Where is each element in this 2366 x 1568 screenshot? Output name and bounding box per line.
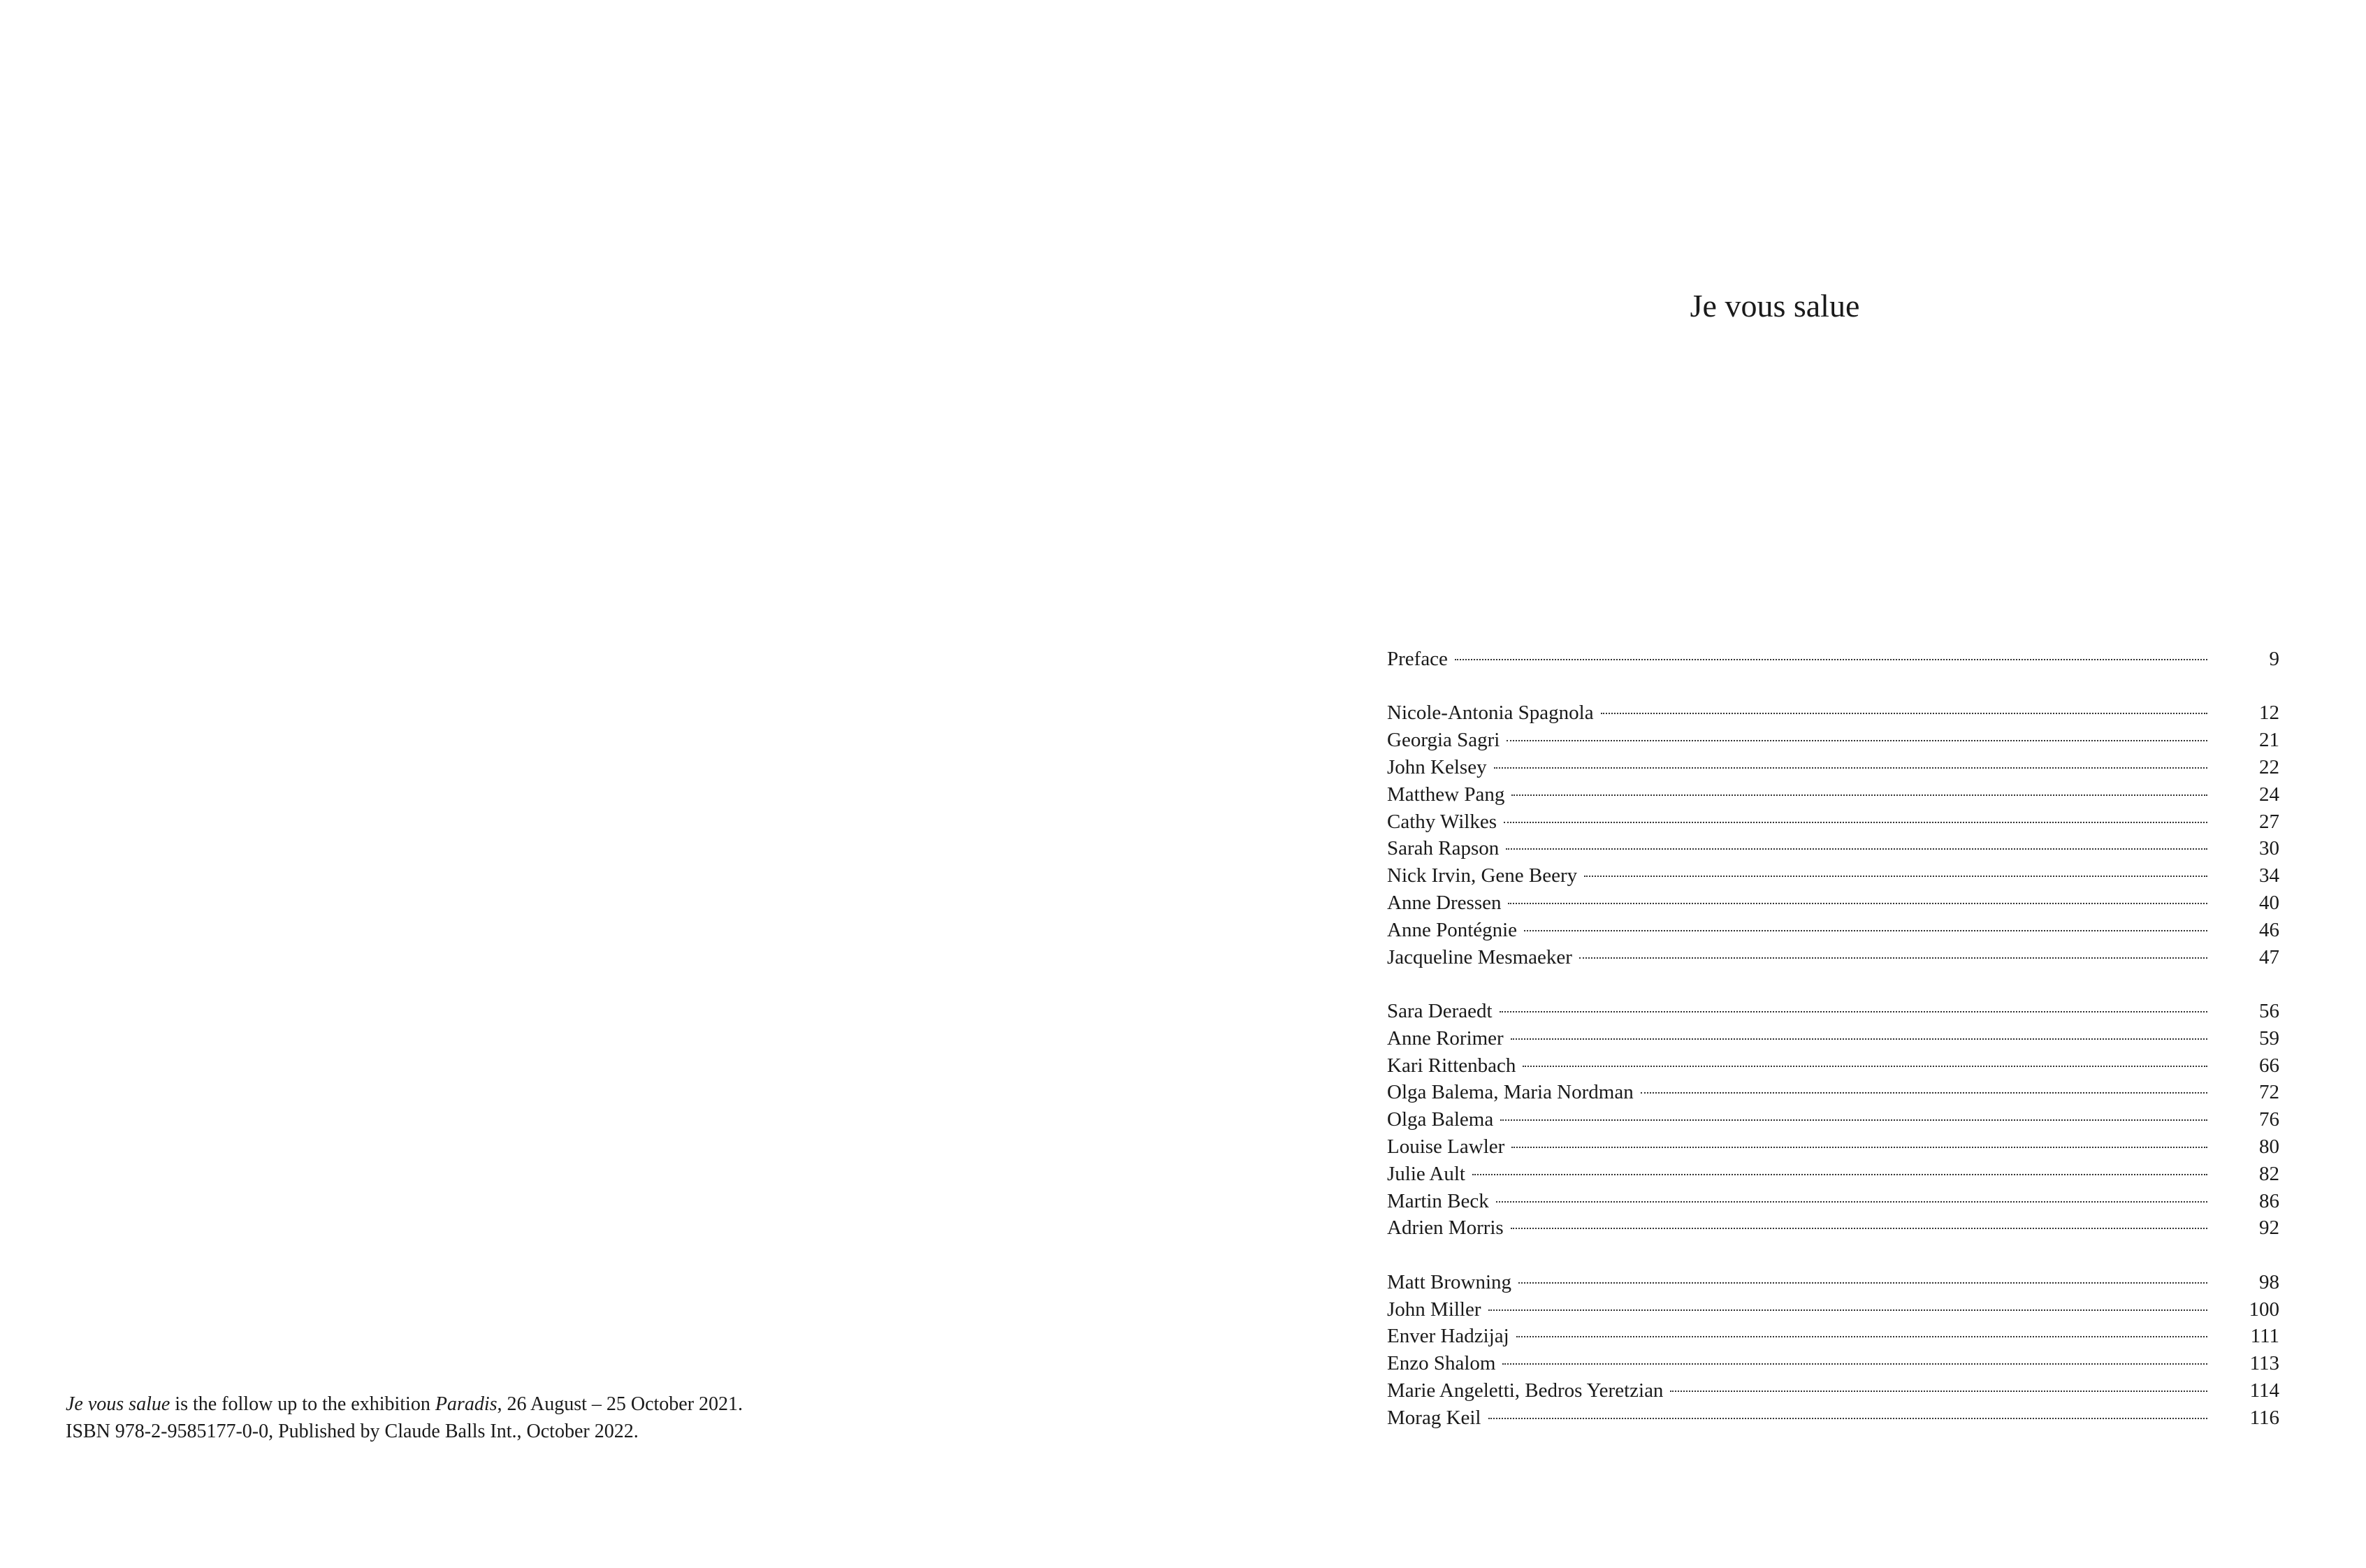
toc-entry-page-number: 76 (2259, 1108, 2279, 1131)
colophon-line-2: ISBN 978-2-9585177-0-0, Published by Claude Balls Int., October 2022. (66, 1421, 639, 1442)
toc-entry[interactable] (1387, 1106, 2279, 1133)
toc-entry[interactable] (1387, 1377, 2279, 1404)
toc-entry-name: John Kelsey (1387, 755, 1487, 778)
toc-entry[interactable] (1387, 1214, 2279, 1242)
toc-entry-page-number: 9 (2269, 648, 2279, 670)
toc-dot-leader (1488, 1418, 2208, 1419)
toc-entry-page-number: 111 (2250, 1325, 2279, 1348)
toc-entry[interactable] (1387, 1323, 2279, 1350)
toc-dot-leader (1524, 930, 2207, 931)
toc-dot-leader (1496, 1201, 2207, 1203)
toc-dot-leader (1511, 1038, 2207, 1040)
toc-entry[interactable] (1387, 781, 2279, 808)
toc-entry-name: Matthew Pang (1387, 783, 1505, 806)
toc-entry[interactable] (1387, 917, 2279, 944)
toc-entry-name: Kari Rittenbach (1387, 1054, 1516, 1077)
toc-dot-leader (1518, 1282, 2207, 1284)
toc-dot-leader (1516, 1336, 2207, 1337)
toc-entry-page-number: 46 (2259, 918, 2279, 941)
toc-dot-leader (1601, 713, 2207, 714)
toc-dot-leader (1584, 876, 2207, 877)
toc-entry-name: Georgia Sagri (1387, 729, 1500, 752)
toc-entry-name: Enver Hadzijaj (1387, 1325, 1509, 1348)
toc-entry-name: Preface (1387, 648, 1448, 670)
toc-entry-page-number: 47 (2259, 945, 2279, 968)
toc-entry[interactable] (1387, 1079, 2279, 1106)
toc-dot-leader (1455, 659, 2207, 660)
toc-dot-leader (1502, 1363, 2207, 1365)
table-of-contents (1387, 646, 2279, 1458)
toc-entry[interactable] (1387, 1350, 2279, 1377)
toc-dot-leader (1504, 822, 2207, 823)
toc-entry-page-number: 34 (2259, 864, 2279, 887)
toc-entry-page-number: 82 (2259, 1162, 2279, 1185)
toc-entry-page-number: 22 (2259, 755, 2279, 778)
toc-entry-name: Olga Balema (1387, 1108, 1494, 1131)
toc-dot-leader (1511, 1228, 2207, 1229)
toc-dot-leader (1472, 1174, 2207, 1175)
toc-entry[interactable] (1387, 944, 2279, 971)
toc-group (1387, 646, 2279, 673)
colophon-exhibition-title: Paradis (435, 1393, 498, 1415)
toc-dot-leader (1506, 848, 2207, 850)
toc-dot-leader (1494, 767, 2207, 769)
toc-entry[interactable] (1387, 1025, 2279, 1052)
toc-entry[interactable] (1387, 699, 2279, 727)
toc-dot-leader (1500, 1011, 2207, 1012)
toc-group (1387, 1269, 2279, 1432)
toc-entry-name: Marie Angeletti, Bedros Yeretzian (1387, 1379, 1664, 1402)
toc-entry-page-number: 40 (2259, 891, 2279, 914)
toc-entry[interactable] (1387, 754, 2279, 781)
toc-entry-page-number: 72 (2259, 1081, 2279, 1104)
toc-entry-page-number: 21 (2259, 729, 2279, 752)
toc-entry-page-number: 24 (2259, 783, 2279, 806)
toc-dot-leader (1670, 1391, 2207, 1392)
toc-entry[interactable] (1387, 646, 2279, 673)
toc-dot-leader (1488, 1309, 2207, 1311)
toc-entry-name: Adrien Morris (1387, 1217, 1504, 1240)
toc-entry-name: Anne Dressen (1387, 891, 1502, 914)
toc-entry[interactable] (1387, 1161, 2279, 1188)
toc-entry[interactable] (1387, 1269, 2279, 1296)
toc-entry-name: Sara Deraedt (1387, 999, 1493, 1022)
toc-dot-leader (1579, 957, 2207, 959)
toc-dot-leader (1641, 1092, 2207, 1094)
toc-entry-name: Anne Rorimer (1387, 1026, 1504, 1050)
toc-dot-leader (1511, 1147, 2207, 1148)
toc-entry[interactable] (1387, 1133, 2279, 1161)
toc-dot-leader (1523, 1066, 2207, 1067)
toc-entry-page-number: 56 (2259, 999, 2279, 1022)
colophon-line-1 (66, 1391, 1114, 1418)
toc-entry-page-number: 113 (2249, 1352, 2279, 1375)
colophon (66, 1391, 1114, 1445)
toc-entry-name: Martin Beck (1387, 1189, 1489, 1212)
toc-entry-page-number: 27 (2259, 810, 2279, 833)
toc-entry-page-number: 114 (2249, 1379, 2279, 1402)
toc-entry[interactable] (1387, 862, 2279, 890)
toc-entry[interactable] (1387, 1188, 2279, 1215)
toc-entry-page-number: 86 (2259, 1189, 2279, 1212)
toc-entry-page-number: 12 (2259, 702, 2279, 725)
toc-entry[interactable] (1387, 727, 2279, 754)
toc-entry-name: Olga Balema, Maria Nordman (1387, 1081, 1634, 1104)
colophon-book-title: Je vous salue (66, 1393, 170, 1415)
toc-entry-page-number: 100 (2249, 1298, 2279, 1321)
toc-entry-name: Nick Irvin, Gene Beery (1387, 864, 1578, 887)
toc-entry-page-number: 80 (2259, 1135, 2279, 1158)
toc-entry-name: Nicole-Antonia Spagnola (1387, 702, 1594, 725)
book-title: Je vous salue (1690, 288, 1860, 324)
toc-dot-leader (1511, 794, 2207, 796)
toc-dot-leader (1507, 740, 2207, 741)
toc-entry-name: Louise Lawler (1387, 1135, 1505, 1158)
toc-entry-name: John Miller (1387, 1298, 1481, 1321)
toc-entry-page-number: 98 (2259, 1270, 2279, 1293)
toc-group (1387, 998, 2279, 1242)
toc-entry[interactable] (1387, 998, 2279, 1025)
colophon-dates: , 26 August – 25 October 2021. (497, 1393, 743, 1415)
toc-entry-name: Cathy Wilkes (1387, 810, 1497, 833)
toc-dot-leader (1500, 1119, 2207, 1121)
toc-entry-page-number: 66 (2259, 1054, 2279, 1077)
toc-dot-leader (1508, 903, 2207, 904)
toc-entry[interactable] (1387, 1052, 2279, 1080)
toc-entry-name: Julie Ault (1387, 1162, 1465, 1185)
toc-entry-page-number: 116 (2249, 1406, 2279, 1429)
toc-entry-name: Enzo Shalom (1387, 1352, 1496, 1375)
toc-entry[interactable] (1387, 808, 2279, 836)
colophon-text: is the follow up to the exhibition (170, 1393, 435, 1415)
toc-entry[interactable] (1387, 1404, 2279, 1432)
toc-entry-page-number: 30 (2259, 837, 2279, 860)
toc-entry-name: Matt Browning (1387, 1270, 1512, 1293)
toc-entry-name: Anne Pontégnie (1387, 918, 1518, 941)
toc-entry-name: Sarah Rapson (1387, 837, 1500, 860)
toc-entry-page-number: 59 (2259, 1026, 2279, 1050)
toc-entry[interactable] (1387, 1296, 2279, 1323)
toc-entry[interactable] (1387, 835, 2279, 862)
toc-entry[interactable] (1387, 890, 2279, 917)
toc-entry-name: Morag Keil (1387, 1406, 1481, 1429)
toc-group (1387, 699, 2279, 971)
toc-entry-name: Jacqueline Mesmaeker (1387, 945, 1572, 968)
toc-entry-page-number: 92 (2259, 1217, 2279, 1240)
